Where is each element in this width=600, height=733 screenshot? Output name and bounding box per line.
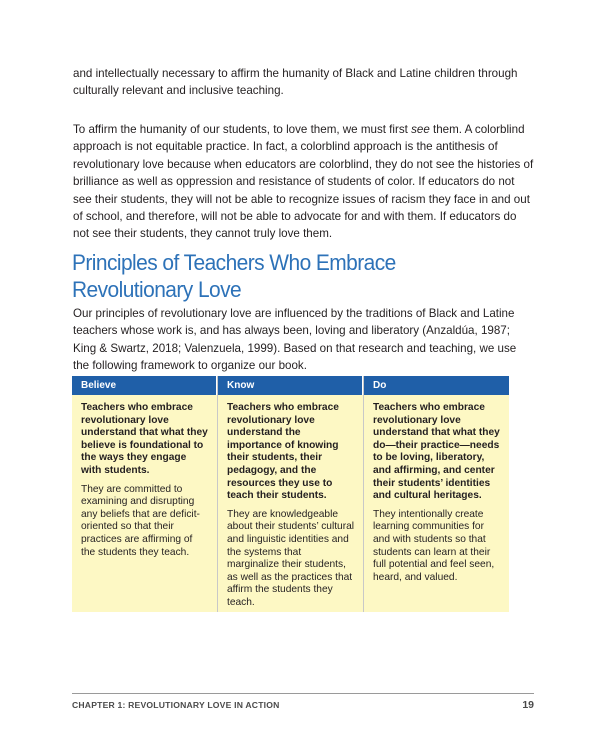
framework-column-believe bbox=[72, 376, 218, 612]
framework-table bbox=[72, 376, 509, 612]
column-header-believe: Believe bbox=[72, 376, 217, 395]
page-number: 19 bbox=[522, 699, 534, 711]
column-header-know: Know bbox=[218, 376, 363, 395]
column-body-believe bbox=[72, 395, 217, 612]
know-lead: Teachers who embrace revolutionary love understand the importance of knowing their students, their pedagogy, and the resources they use to teach their students. bbox=[227, 402, 339, 502]
framework-column-know bbox=[218, 376, 364, 612]
column-header-do: Do bbox=[364, 376, 509, 395]
column-body-know bbox=[218, 395, 363, 612]
do-detail: They intentionally create learning communities for and with students so that students can learn at their full potential and feel seen, heard, and valued. bbox=[373, 508, 495, 583]
section-title: Principles of Teachers Who Embrace Revolutionary Love bbox=[72, 250, 396, 302]
know-detail: They are knowledgeable about their students’ cultural and linguistic identities and the systems that marginalize their students, as well as the practices that affirm the students they teach. bbox=[227, 508, 355, 608]
emphasis-see: see bbox=[411, 123, 430, 136]
do-lead: Teachers who embrace revolutionary love understand that what they do—their practice—needs to be loving, liberatory, and affirming, and center their students’ identities and cultural heritages. bbox=[373, 402, 500, 502]
colorblind-paragraph bbox=[73, 121, 535, 243]
footer-divider bbox=[72, 693, 534, 694]
framework-column-do bbox=[364, 376, 509, 612]
column-body-do bbox=[364, 395, 509, 612]
believe-detail: They are committed to examining and disrupting any beliefs that are deficit-oriented so that their practices are affirming of the students they teach. bbox=[81, 483, 200, 558]
intro-paragraph: and intellectually necessary to affirm the humanity of Black and Latine children through culturally relevant and inclusive teaching. bbox=[73, 67, 518, 98]
footer-chapter-title: CHAPTER 1: REVOLUTIONARY LOVE IN ACTION bbox=[72, 700, 280, 710]
colorblind-paragraph-rest: them. A colorblind approach is not equitable practice. In fact, a colorblind approach is the antithesis of revolutionary love because when educators are colorblind, they do not see the histories of brilliance as well as oppression and resistance of students of color. If educators do not see their students, they will not be able to recognize issues of racism they face in and out of school, and therefore, will not be able to advocate for and with them. If educators do not see their students, they cannot truly love them. bbox=[73, 123, 534, 241]
believe-lead: Teachers who embrace revolutionary love understand that what they believe is foundational to the ways they engage with students. bbox=[81, 402, 208, 476]
framework-intro-paragraph: Our principles of revolutionary love are influenced by the traditions of Black and Latine teachers whose work is, and has always been, loving and liberatory (Anzaldúa, 1987; King & Swartz, 2018; Valenzuela, 1999). Based on that research and teaching, we use the following framework to organize our book. bbox=[73, 307, 517, 373]
colorblind-paragraph-start: To affirm the humanity of our students, to love them, we must first bbox=[73, 123, 412, 136]
